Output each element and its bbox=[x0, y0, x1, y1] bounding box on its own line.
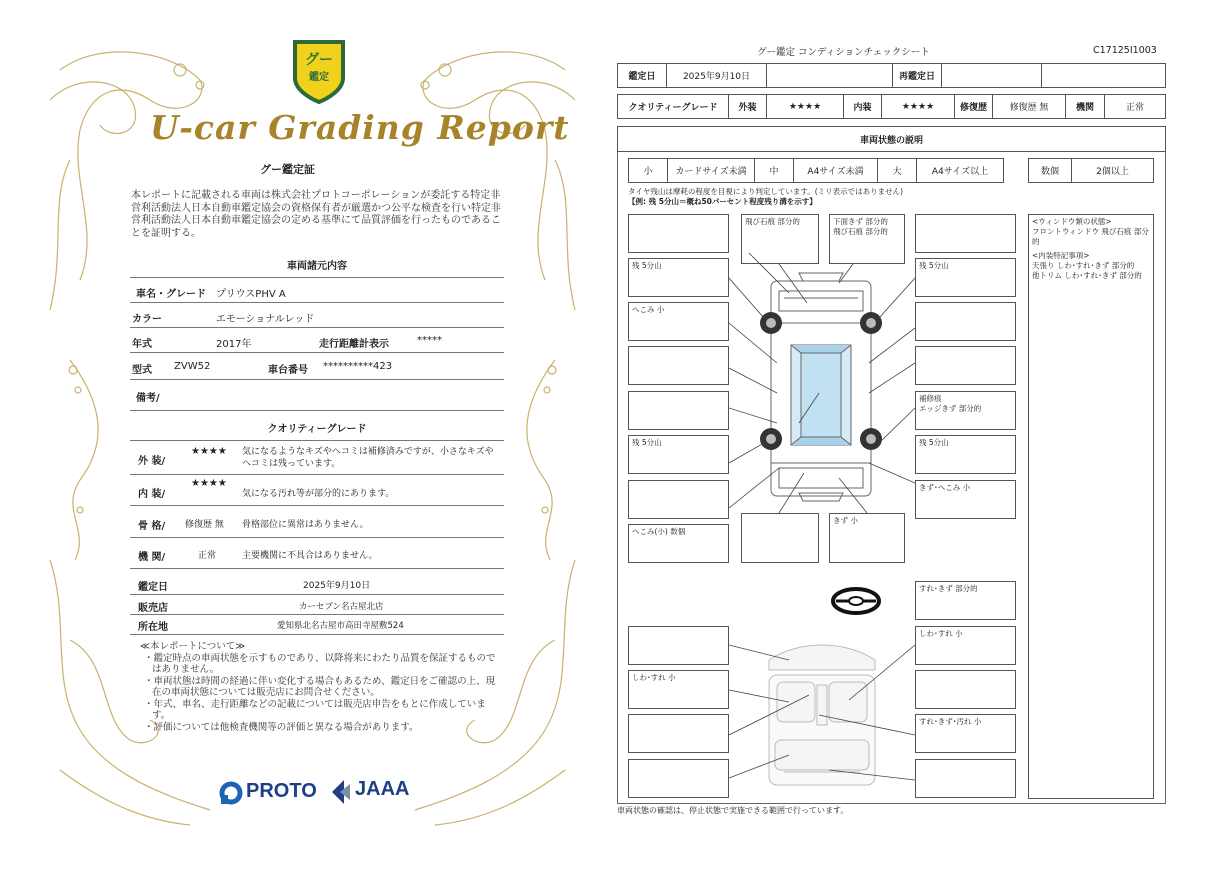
engine-label: 機関 bbox=[1065, 94, 1105, 119]
frame-label: 骨 格/ bbox=[138, 521, 166, 532]
repair-value: 修復歴 無 bbox=[992, 94, 1066, 119]
reappraisal-value bbox=[941, 63, 1042, 88]
engine-value: 正常 bbox=[1104, 94, 1166, 119]
interior-label: 内 装/ bbox=[138, 489, 166, 500]
report-notes bbox=[140, 641, 500, 733]
specs-heading: 車両諸元内容 bbox=[287, 261, 347, 272]
remarks-label: 備考/ bbox=[136, 393, 160, 404]
notes-panel bbox=[1028, 214, 1154, 799]
legend-count-desc: 2個以上 bbox=[1071, 158, 1154, 183]
exterior-text: 気になるようなキズやヘコミは補修済みですが、小さなキズやヘコミは残っています。 bbox=[242, 447, 494, 469]
sheet-code: C17125I1003 bbox=[1093, 45, 1157, 56]
tire-example: 【例: 残 5分山＝概ね50パーセント程度残り溝を示す】 bbox=[628, 197, 817, 206]
damage-box bbox=[628, 480, 729, 519]
divider bbox=[130, 379, 504, 380]
grade-label: クオリティーグレード bbox=[617, 94, 729, 119]
color-value: エモーショナルレッド bbox=[216, 314, 315, 325]
divider bbox=[130, 410, 504, 411]
jaaa-logo-icon bbox=[330, 779, 352, 805]
legend-large-desc: A4サイズ以上 bbox=[916, 158, 1004, 183]
quality-heading: クオリティーグレード bbox=[267, 424, 367, 435]
proto-logo-icon bbox=[219, 781, 243, 805]
exterior-label: 外 装/ bbox=[138, 456, 166, 467]
legend-count: 数個 bbox=[1028, 158, 1072, 183]
address-label: 所在地 bbox=[138, 622, 168, 633]
damage-box bbox=[628, 759, 729, 798]
repair-label: 修復歴 bbox=[954, 94, 993, 119]
damage-box: 残 5分山 bbox=[628, 258, 729, 297]
date-value: 2025年9月10日 bbox=[666, 63, 767, 88]
date-value: 2025年9月10日 bbox=[303, 581, 371, 591]
exterior-stars: ★★★★ bbox=[191, 446, 227, 457]
name-label: 車名・グレード bbox=[136, 289, 206, 300]
legend-large: 大 bbox=[877, 158, 917, 183]
engine-text: 主要機関に不具合はありません。 bbox=[242, 551, 378, 561]
damage-box bbox=[628, 626, 729, 665]
damage-box bbox=[628, 714, 729, 753]
interior-notes: <内装特記事項> 天張り しわ･すれ･きず 部分的 他トリム しわ･すれ･きず 部分的 bbox=[1032, 251, 1142, 280]
note-item: ・車両状態は時間の経過に伴い変化する場合もあるため、鑑定日をご確認の上、現在の車両状態については販売店にお問合せください。 bbox=[144, 675, 496, 698]
shop-label: 販売店 bbox=[138, 603, 168, 614]
sheet-title: グー鑑定 コンディションチェックシート bbox=[757, 47, 930, 58]
exterior-label: 外装 bbox=[728, 94, 767, 119]
section-title: 車両状態の説明 bbox=[617, 126, 1166, 152]
notes-heading: ≪本レポートについて≫ bbox=[140, 641, 246, 652]
interior-stars: ★★★★ bbox=[881, 94, 955, 119]
interior-stars: ★★★★ bbox=[191, 478, 227, 489]
divider bbox=[130, 634, 504, 635]
jaaa-logo: JAAA bbox=[355, 778, 410, 800]
damage-box: すれ･きず･汚れ 小 bbox=[915, 714, 1016, 753]
sheet-footer: 車両状態の確認は、停止状態で実施できる範囲で行っています。 bbox=[617, 806, 849, 815]
damage-box: 飛び石痕 部分的 bbox=[741, 214, 819, 264]
svg-text:鑑定: 鑑定 bbox=[309, 72, 329, 83]
date-label: 鑑定日 bbox=[138, 582, 168, 593]
goo-appraisal-badge bbox=[291, 38, 347, 104]
model-value: ZVW52 bbox=[174, 361, 211, 372]
divider bbox=[130, 352, 504, 353]
proto-logo: PROTO bbox=[246, 780, 317, 802]
damage-box bbox=[628, 391, 729, 430]
chassis-value: **********423 bbox=[323, 361, 393, 372]
divider bbox=[130, 327, 504, 328]
damage-box: へこみ 小 bbox=[628, 302, 729, 341]
engine-label: 機 関/ bbox=[138, 552, 166, 563]
divider bbox=[130, 614, 504, 615]
damage-box: 残 5分山 bbox=[628, 435, 729, 474]
damage-box: しわ･すれ 小 bbox=[915, 626, 1016, 665]
divider bbox=[130, 505, 504, 506]
legend-small-desc: カードサイズ未満 bbox=[667, 158, 755, 183]
date-label: 鑑定日 bbox=[617, 63, 667, 88]
name-value: プリウスPHV A bbox=[216, 289, 286, 300]
damage-box: きず 小 bbox=[829, 513, 905, 563]
legend-medium-desc: A4サイズ未満 bbox=[793, 158, 878, 183]
damage-box bbox=[915, 759, 1016, 798]
chassis-label: 車台番号 bbox=[268, 365, 308, 376]
interior-label: 内装 bbox=[843, 94, 882, 119]
certificate-title: グー鑑定証 bbox=[260, 163, 315, 176]
legend-small: 小 bbox=[628, 158, 668, 183]
divider bbox=[130, 440, 504, 441]
divider bbox=[130, 302, 504, 303]
divider bbox=[130, 277, 504, 278]
damage-box: 残 5分山 bbox=[915, 435, 1016, 474]
damage-box: すれ･きず 部分的 bbox=[915, 581, 1016, 620]
damage-box: へこみ(小) 数個 bbox=[628, 524, 729, 563]
engine-status: 正常 bbox=[198, 551, 217, 561]
damage-box: 下面きず 部分的 飛び石痕 部分的 bbox=[829, 214, 905, 264]
car-interior-diagram bbox=[729, 640, 915, 790]
window-state: <ウィンドウ類の状態> フロントウィンドウ 飛び石痕 部分的 bbox=[1032, 217, 1149, 246]
tire-note: タイヤ残山は摩耗の程度を目視により判定しています。(ミリ表示ではありません) bbox=[628, 187, 904, 196]
divider bbox=[130, 474, 504, 475]
damage-box: 補修痕 エッジきず 部分的 bbox=[915, 391, 1016, 430]
note-item: ・年式、車名、走行距離などの記載については販売店申告をもとに作成しています。 bbox=[144, 698, 486, 721]
damage-box bbox=[915, 214, 1016, 253]
exterior-stars: ★★★★ bbox=[766, 94, 844, 119]
divider bbox=[130, 537, 504, 538]
damage-box bbox=[628, 346, 729, 385]
damage-box: しわ･すれ 小 bbox=[628, 670, 729, 709]
svg-text:グー: グー bbox=[305, 52, 333, 68]
note-item: ・評価については他検査機関等の評価と異なる場合があります。 bbox=[144, 721, 419, 733]
divider bbox=[130, 594, 504, 595]
mileage-label: 走行距離計表示 bbox=[319, 339, 389, 350]
damage-box bbox=[628, 214, 729, 253]
color-label: カラー bbox=[132, 314, 162, 325]
damage-box: きず･へこみ 小 bbox=[915, 480, 1016, 519]
blank-cell bbox=[766, 63, 893, 88]
address-value: 愛知県北名古屋市高田寺屋敷524 bbox=[277, 621, 404, 631]
reappraisal-label: 再鑑定日 bbox=[892, 63, 942, 88]
damage-box bbox=[915, 302, 1016, 341]
blank-cell bbox=[1041, 63, 1166, 88]
model-label: 型式 bbox=[132, 365, 152, 376]
mileage-value: ***** bbox=[417, 335, 442, 346]
year-label: 年式 bbox=[132, 339, 152, 350]
interior-text: 気になる汚れ等が部分的にあります。 bbox=[242, 489, 395, 499]
certificate-paragraph: 本レポートに記載される車両は株式会社プロトコーポレーションが委託する特定非営利活動法人日本自動車鑑定協会の資格保有者が厳選かつ公平な検査を行い特定非営利活動法人日本自動車鑑定協会の定める基準にて品質評価を行ったものであることを証明する。 bbox=[131, 190, 501, 239]
divider bbox=[130, 568, 504, 569]
damage-box bbox=[915, 670, 1016, 709]
damage-box: 残 5分山 bbox=[915, 258, 1016, 297]
car-exterior-diagram bbox=[729, 253, 915, 523]
damage-box bbox=[915, 346, 1016, 385]
frame-text: 骨格部位に異常はありません。 bbox=[242, 520, 369, 530]
shop-value: カーセブン名古屋北店 bbox=[299, 602, 384, 612]
note-item: ・鑑定時点の車両状態を示すものであり、以降将来にわたり品質を保証するものではありません。 bbox=[144, 652, 496, 675]
frame-status: 修復歴 無 bbox=[185, 520, 224, 530]
steering-wheel-icon bbox=[830, 585, 882, 617]
script-title: U-car Grading Report bbox=[150, 108, 570, 147]
legend-medium: 中 bbox=[754, 158, 794, 183]
year-value: 2017年 bbox=[216, 339, 252, 350]
